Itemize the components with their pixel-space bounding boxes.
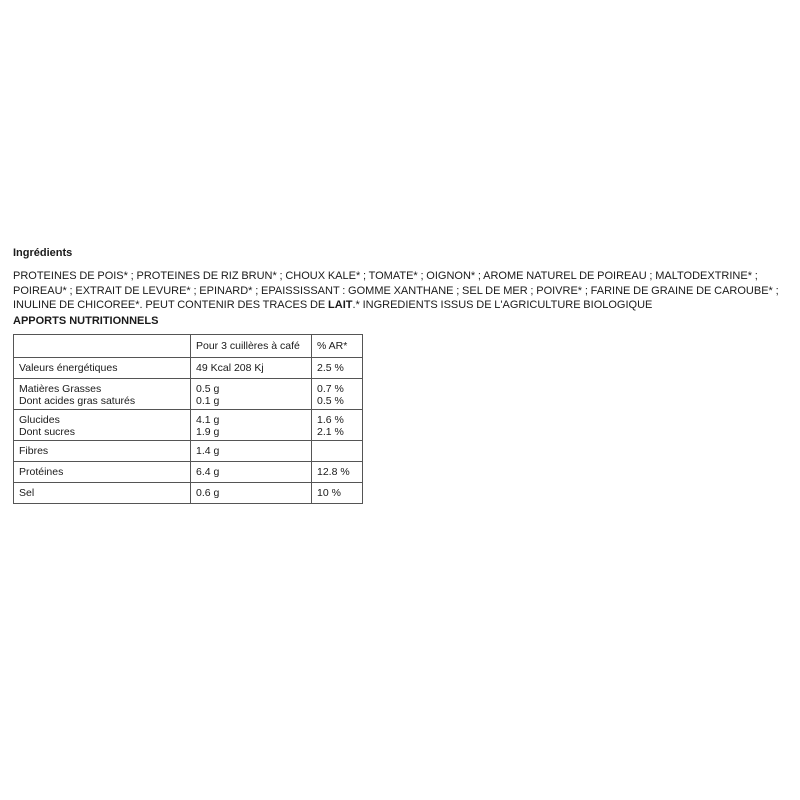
- product-info: [13, 245, 793, 504]
- nutrient-ar: [312, 357, 363, 378]
- nutrient-value: [191, 461, 312, 482]
- nutrient-subname: Dont acides gras saturés: [19, 394, 136, 407]
- ingredients-text-end: .* INGREDIENTS ISSUS DE L'AGRICULTURE BIOLOGIQUE: [352, 299, 653, 311]
- nutrition-header-row: [14, 334, 363, 357]
- nutrient-name: Valeurs énergétiques: [19, 361, 118, 374]
- nutrient-ar-value: 0.7 %: [317, 382, 344, 395]
- nutrient-ar: [312, 378, 363, 409]
- nutrient-ar: [312, 482, 363, 503]
- nutrient-label: [14, 461, 191, 482]
- table-row: [14, 482, 363, 503]
- nutrient-label: [14, 440, 191, 461]
- nutrient-ar-value: 1.6 %: [317, 413, 344, 426]
- nutrient-subname: Dont sucres: [19, 425, 76, 438]
- nutrient-amount: 4.1 g: [196, 413, 220, 426]
- nutrient-name: Protéines: [19, 465, 64, 478]
- nutrient-value: [191, 409, 312, 440]
- ingredients-text-start: PROTEINES DE POIS* ; PROTEINES DE RIZ BRUN* ; CHOUX KALE* ; TOMATE* ; OIGNON* ; AROME NATUREL DE POIREAU ; MALTODEXTRINE* ; POIREAU* ; EXTRAIT DE LEVURE* ; EPINARD* ; EPAISSISSANT : GOMME XANTHANE ; SEL DE MER ; POIVRE* ; FARINE DE GRAINE DE CAROUBE* ; INULINE DE CHICOREE*. PEUT CONTENIR DES TRACES DE: [13, 270, 779, 311]
- ingredients-text: [13, 269, 793, 313]
- nutrient-label: [14, 482, 191, 503]
- nutrition-table: [13, 334, 363, 504]
- nutrient-ar: [312, 461, 363, 482]
- header-cell-portion: Pour 3 cuillères à café: [191, 334, 312, 357]
- table-row: [14, 409, 363, 440]
- nutrition-title: APPORTS NUTRITIONNELS: [13, 314, 159, 327]
- nutrient-ar-value: 2.5 %: [317, 361, 344, 374]
- header-cell-label: [14, 334, 191, 357]
- nutrient-ar: [312, 440, 363, 461]
- nutrient-value: [191, 378, 312, 409]
- nutrient-value: [191, 357, 312, 378]
- nutrient-label: [14, 409, 191, 440]
- nutrient-amount: 0.5 g: [196, 382, 220, 395]
- allergen-bold: LAIT: [328, 299, 353, 311]
- nutrient-amount: 49 Kcal 208 Kj: [196, 361, 264, 374]
- nutrient-subamount: 0.1 g: [196, 394, 220, 407]
- nutrient-value: [191, 440, 312, 461]
- nutrient-name: Fibres: [19, 444, 49, 457]
- nutrient-label: [14, 378, 191, 409]
- table-row: [14, 378, 363, 409]
- nutrient-label: [14, 357, 191, 378]
- nutrient-subamount: 1.9 g: [196, 425, 220, 438]
- nutrient-ar: [312, 409, 363, 440]
- header-cell-ar: % AR*: [312, 334, 363, 357]
- nutrient-ar-subvalue: 2.1 %: [317, 425, 344, 438]
- nutrient-name: Glucides: [19, 413, 60, 426]
- nutrient-ar-value: 10 %: [317, 486, 341, 499]
- nutrient-amount: 1.4 g: [196, 444, 220, 457]
- nutrient-amount: 6.4 g: [196, 465, 220, 478]
- table-row: [14, 440, 363, 461]
- nutrient-name: Sel: [19, 486, 35, 499]
- nutrient-amount: 0.6 g: [196, 486, 220, 499]
- table-row: [14, 357, 363, 378]
- nutrient-value: [191, 482, 312, 503]
- ingredients-title: Ingrédients: [13, 247, 73, 259]
- nutrient-ar-value: 12.8 %: [317, 465, 350, 478]
- nutrient-ar-subvalue: 0.5 %: [317, 394, 344, 407]
- nutrient-name: Matières Grasses: [19, 382, 102, 395]
- table-row: [14, 461, 363, 482]
